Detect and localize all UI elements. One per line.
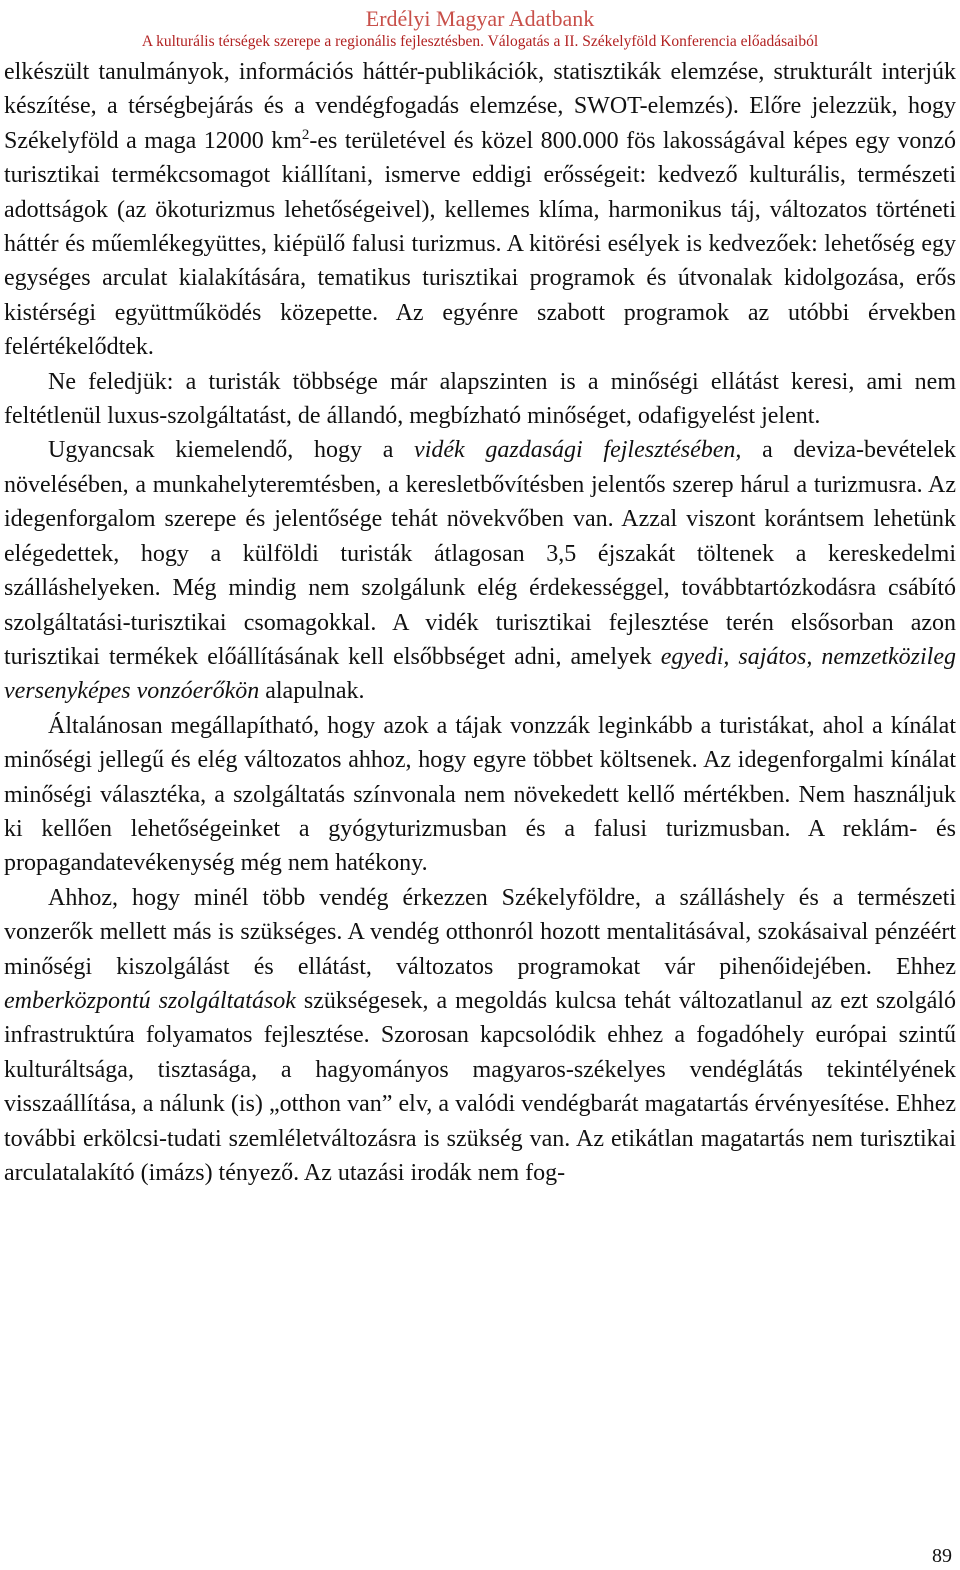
document-body [4,55,956,1190]
paragraph-3-text-c: alapulnak. [259,678,365,705]
site-title: Erdélyi Magyar Adatbank [365,6,595,31]
paragraph-1-text-a: elkészült tanulmányok, információs háttér-publikációk, statisztikák elemzése, strukturált interjúk készítése, a térségbejárás és a vendégfogadás elemzése, SWOT-elemzés). Előre jelezzük, hogy Székelyföld a maga 12000 km [4,59,956,154]
paragraph-3-italic-1: vidék gazdasági fejlesztésében, [414,437,742,464]
paragraph-1-text-b: -es területével és közel 800.000 fös lakosságával képes egy vonzó turisztikai termékcsomagot kiállítani, ismerve eddigi erősségeit: kedvező kulturális, természeti adottságok (az ökoturizmus lehetőségeivel), kellemes klíma, harmonikus táj, változatos történeti háttér és műemlékegyüttes, kiépülő falusi turizmus. A kitörési esélyek is kedvezőek: lehetőség egy egységes arculat kialakítására, tematikus turisztikai programok és útvonalak kidolgozása, erős kistérségi együttműködés közepette. Az egyénre szabott programok az utóbbi érvekben felértékelődtek. [4,127,956,361]
paragraph-1 [4,55,956,365]
publication-subtitle: A kulturális térségek szerepe a regionális fejlesztésben. Válogatás a II. Székelyföld Konferencia előadásaiból [141,33,819,50]
paragraph-5 [4,881,956,1191]
superscript-2: 2 [301,126,310,143]
paragraph-4: Általánosan megállapítható, hogy azok a tájak vonzzák leginkább a turistákat, ahol a kínálat minőségi jellegű és elég változatos ahhoz, hogy egyre többet költsenek. Az idegenforgalmi kínálat minőségi választéka, a szolgáltatás színvonala nem növekedett kellő mértékben. Nem használjuk ki kellően lehetőségeinket a gyógyturizmusban és a falusi turizmusban. A reklám- és propagandatevékenység még nem hatékony. [4,712,956,877]
paragraph-3-text-b: a deviza-bevételek növelésében, a munkahelyteremtésben, a keresletbővítésben jelentős szerep hárul a turizmusra. Az idegenforgalom szerepe és jelentősége tehát növekvőben van. Azzal viszont korántsem lehetünk elégedettek, hogy a külföldi turisták átlagosan 3,5 éjszakát töltenek a kereskedelmi szálláshelyeken. Még mindig nem szolgálunk elég érdekességgel, továbbtartózkodásra csábító szolgáltatási-turisztikai csomagokkal. A vidék turisztikai fejlesztése terén elsősorban azon turisztikai termékek előállításának kell elsőbbséget adni, amelyek [4,437,956,670]
page-number: 89 [932,1545,952,1567]
paragraph-5-text-a: Ahhoz, hogy minél több vendég érkezzen Székelyföldre, a szálláshely és a természeti vonzerők mellett más is szükséges. A vendég otthonról hozott mentalitásával, szokásaival pénzéért minőségi kiszolgálást és ellátást, változatos programokat vár pihenőidejében. Ehhez [4,884,956,980]
paragraph-3 [4,433,956,708]
paragraph-3-text-a: Ugyancsak kiemelendő, hogy a [48,437,415,464]
page-header [0,0,960,52]
paragraph-2: Ne feledjük: a turisták többsége már alapszinten is a minőségi ellátást keresi, ami nem feltétlenül luxus-szolgáltatást, de állandó, megbízható minőséget, odafigyelést jelent. [4,368,956,430]
paragraph-5-italic-1: emberközpontú szolgáltatások [4,987,296,1014]
paragraph-3-italic-2: egyedi, sajátos, nemzetközileg versenyképes vonzóerőkön [4,643,957,705]
paragraph-5-text-b: szükségesek, a megoldás kulcsa tehát változatlanul az ezt szolgáló infrastruktúra folyamatos fejlesztése. Szorosan kapcsolódik ehhez a fogadóhely európai szintű kulturáltsága, tisztasága, a hagyományos magyaros-székelyes vendéglátás tekintélyének visszaállítása, a nálunk (is) „otthon van” elv, a valódi vendégbarát magatartás érvényesítése. Ehhez további erkölcsi-tudati szemléletváltozásra is szükség van. Az etikátlan magatartás nem turisztikai arculatalakító (imázs) tényező. Az utazási irodák nem fog- [4,987,957,1186]
